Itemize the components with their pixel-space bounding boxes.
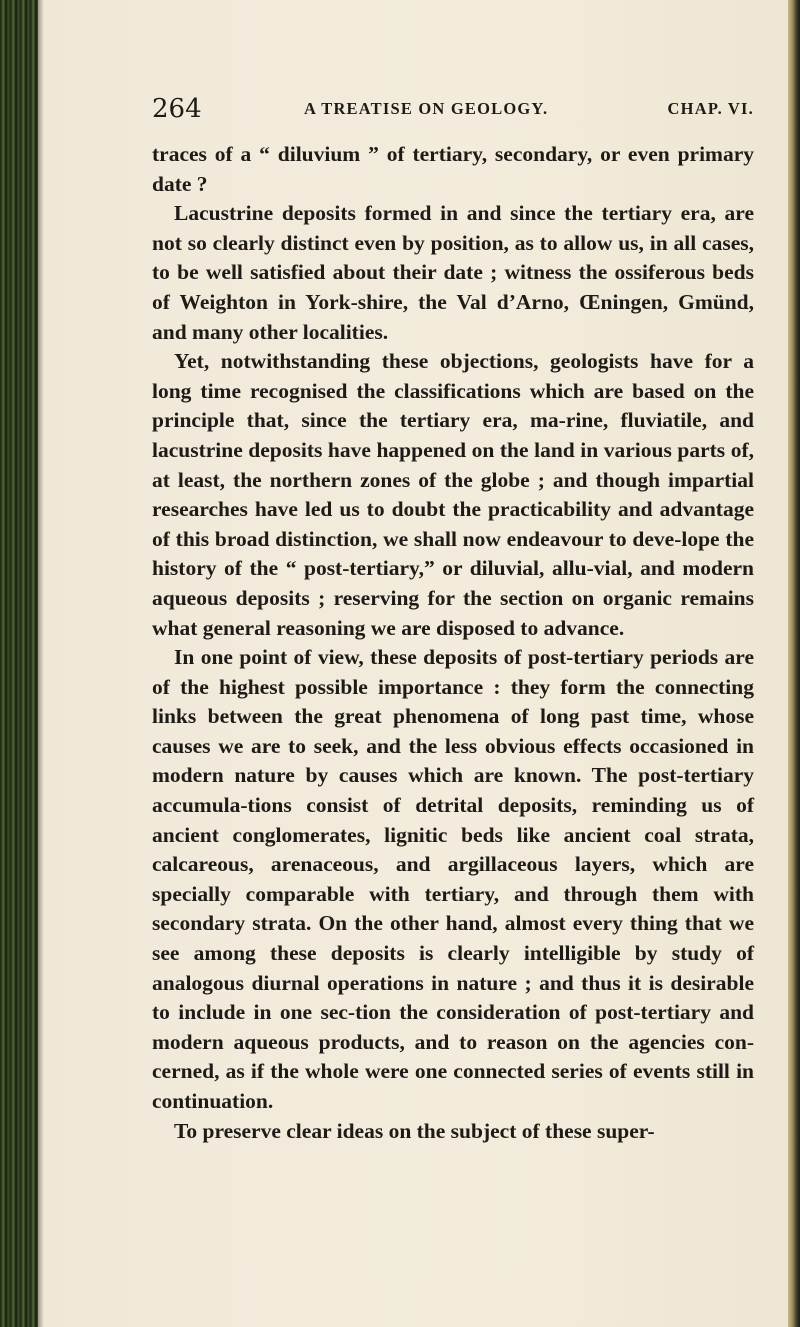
paragraph-continuation: traces of a “ diluvium ” of tertiary, secondary, or even primary date ?: [152, 142, 754, 196]
paragraph-importance: In one point of view, these deposits of post-tertiary periods are of the highest possible importance : they form the connecting links between the great phenomena of long past time, whose causes we are to seek, and the less obvious effects occasioned in modern nature by causes which are known. The post-tertiary accumula-tions consist of detrital deposits, reminding us of ancient conglomerates, lignitic beds like ancient coal strata, calcareous, arenaceous, and argillaceous layers, which are specially comparable with tertiary, and through them with secondary strata. On the other hand, almost every thing that we see among these deposits is clearly intelligible by study of analogous diurnal operations in nature ; and thus it is desirable to include in one sec-tion the consideration of post-tertiary and modern aqueous products, and to reason on the agencies con-cerned, as if the whole were one connected series of events still in continuation.: [152, 645, 754, 1113]
body-text: [152, 140, 754, 1146]
running-title: A TREATISE ON GEOLOGY.: [304, 99, 549, 118]
running-header: [152, 94, 754, 134]
page-edge: [788, 0, 800, 1327]
paragraph-objections: Yet, notwithstanding these objections, geologists have for a long time recognised the classifications which are based on the principle that, since the tertiary era, ma-rine, fluviatile, and lacustrine deposits have happened on the land in various parts of, at least, the northern zones of the globe ; and though impartial researches have led us to doubt the practicability and advantage of this broad distinction, we shall now endeavour to deve-lope the history of the “ post-tertiary,” or diluvial, allu-vial, and modern aqueous deposits ; reserving for the section on organic remains what general reasoning we are disposed to advance.: [152, 349, 754, 640]
paragraph-lacustrine: Lacustrine deposits formed in and since the tertiary era, are not so clearly distinct even by position, as to allow us, in all cases, to be well satisfied about their date ; witness the ossiferous beds of Weighton in York-shire, the Val d’Arno, Œningen, Gmünd, and many other localities.: [152, 201, 754, 344]
page-number: 264: [152, 94, 202, 124]
chapter-label: CHAP. VI.: [667, 99, 754, 118]
paragraph-preserve: To preserve clear ideas on the subject of these super-: [174, 1118, 655, 1143]
book-binding-gutter: [0, 0, 38, 1327]
